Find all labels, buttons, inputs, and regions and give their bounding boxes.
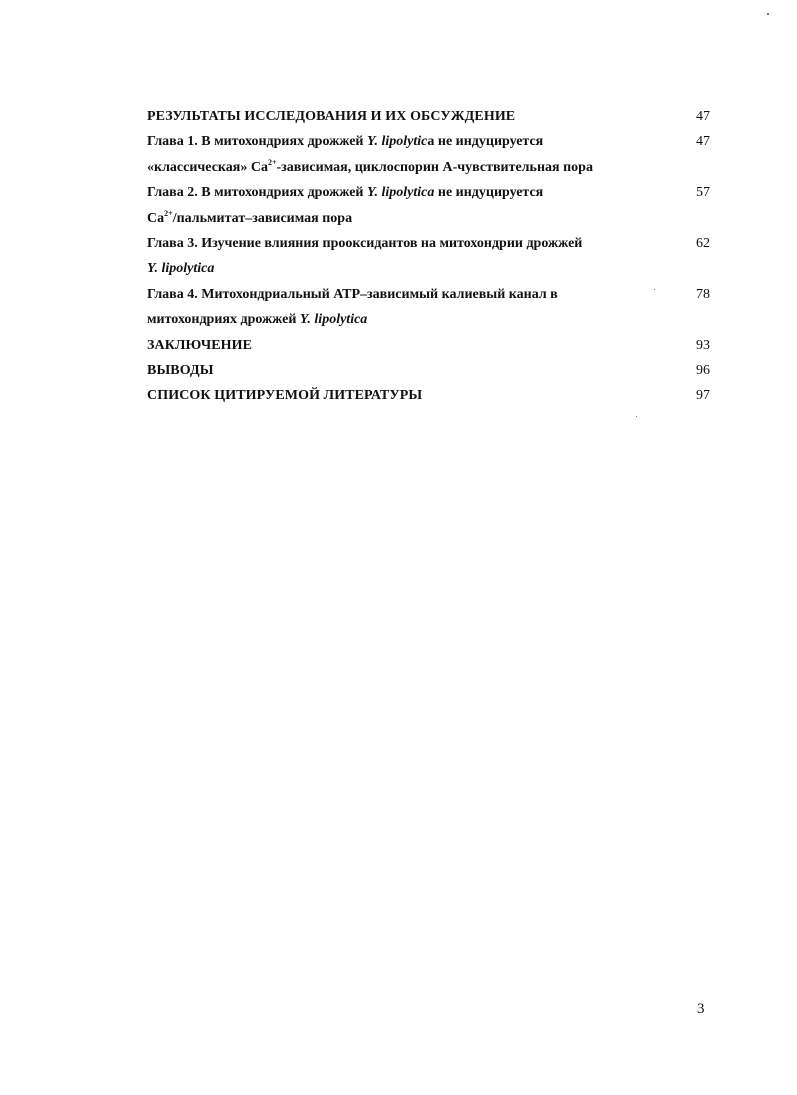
toc-entry-page: 93: [696, 337, 710, 353]
toc-entry-page: 47: [696, 109, 710, 124]
toc-entry: [147, 180, 710, 231]
toc-entry-title: ВЫВОДЫ: [147, 363, 214, 379]
toc-entry-title: Глава 3. Изучение влияния прооксидантов на митохондрии дрожжей Y. lipolytica: [147, 236, 583, 277]
toc-entry-title: Глава 4. Митохондриальный АТР–зависимый калиевый канал в митохондриях дрожжей Y. lipolytica: [147, 286, 558, 328]
toc-entry-title: ЗАКЛЮЧЕНИЕ: [147, 337, 253, 353]
scan-speck: [767, 13, 769, 15]
toc-entry: [147, 383, 710, 408]
toc-entry-page: 62: [696, 236, 710, 252]
toc-entry-title: Глава 2. В митохондриях дрожжей Y. lipolytica не индуцируется $Ca^{2+}/пальмитат$–зависимая пора: [147, 185, 544, 226]
toc-entry-page: 78: [696, 286, 710, 302]
toc-entry: [147, 358, 710, 383]
toc-entry: [147, 129, 710, 180]
scan-speck: [636, 416, 637, 417]
toc-entry-page: 96: [696, 363, 710, 379]
toc-entry-page: 47: [696, 134, 710, 150]
toc-entry-title: СПИСОК ЦИТИРУЕМОЙ ЛИТЕРАТУРЫ: [147, 388, 423, 404]
toc-entry-title: Глава 1. В митохондриях дрожжей Y. lipolytica не индуцируется «классическая» $Ca^{2+}$-зависимая, циклоспорин А-чувствительная пора: [147, 134, 593, 175]
table-of-contents: [147, 104, 710, 409]
toc-entry-page: 97: [696, 388, 710, 404]
toc-entry-page: 57: [696, 185, 710, 201]
toc-entry-title: РЕЗУЛЬТАТЫ ИССЛЕДОВАНИЯ И ИХ ОБСУЖДЕНИЕ: [147, 109, 516, 124]
toc-entry: [147, 282, 710, 333]
toc-entry: [147, 231, 710, 282]
toc-entry: [147, 104, 710, 129]
page-number: 3: [697, 1001, 705, 1017]
toc-entry: [147, 333, 710, 358]
scan-speck: [654, 289, 655, 290]
